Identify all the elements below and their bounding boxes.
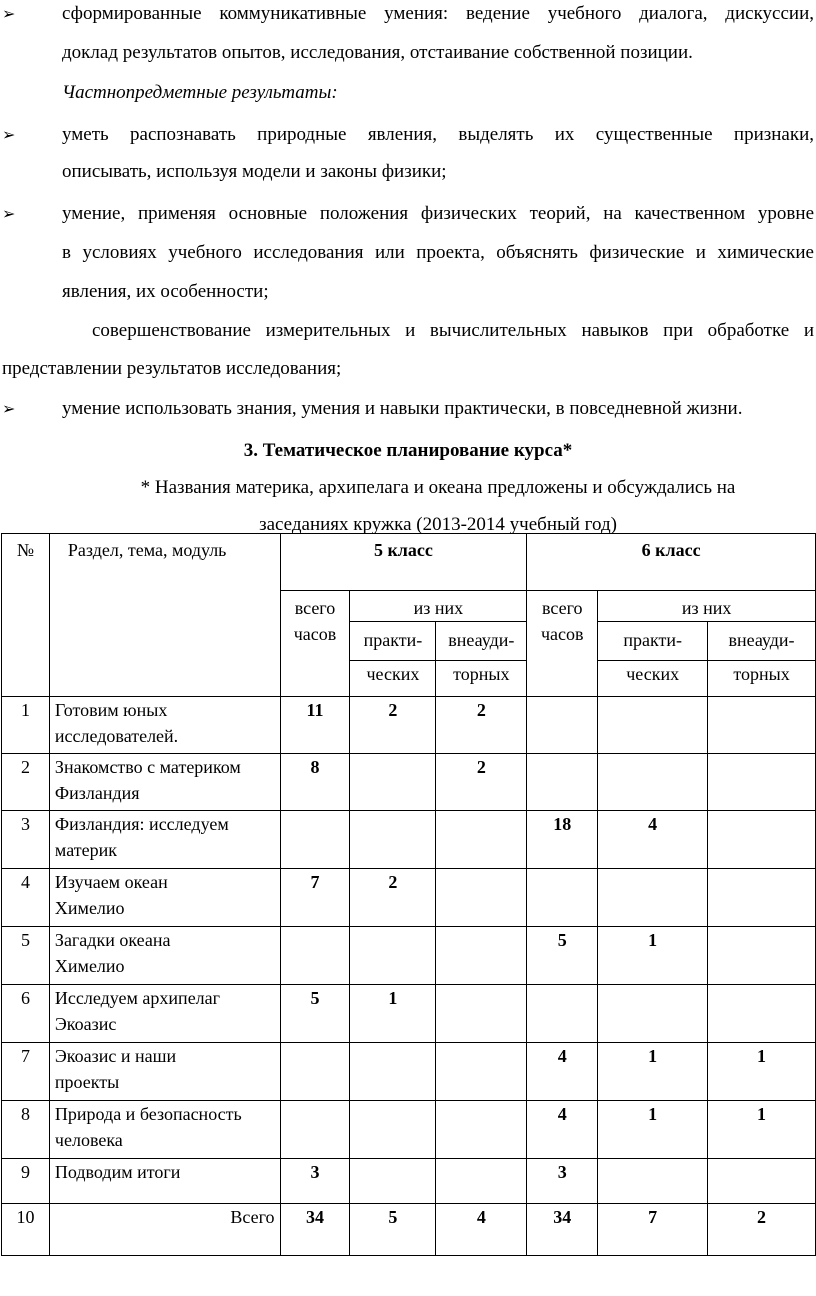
g6-total <box>527 985 598 1043</box>
row-number: 2 <box>2 754 50 811</box>
row-number: 9 <box>2 1159 50 1204</box>
g6-practical <box>598 869 708 927</box>
row-topic: Знакомство с материком Физландия <box>49 754 280 811</box>
g5-practical: 5 <box>350 1204 436 1256</box>
header-g5-practical: практи- <box>350 622 436 661</box>
g5-practical <box>350 1159 436 1204</box>
g5-total <box>280 1043 350 1101</box>
header-g6-of-them: из них <box>598 591 816 622</box>
header-g6-practical-cont: ческих <box>598 661 708 697</box>
outcome-theories-line-3: явления, их особенности; <box>62 281 269 302</box>
g5-extracurricular <box>436 811 527 869</box>
header-g5-extracurricular-cont: торных <box>436 661 527 697</box>
g6-practical: 4 <box>598 811 708 869</box>
g6-extracurricular <box>708 1159 816 1204</box>
header-grade-5: 5 класс <box>280 534 527 591</box>
g6-extracurricular <box>708 697 816 754</box>
g6-practical <box>598 697 708 754</box>
g6-extracurricular <box>708 754 816 811</box>
g5-total: 8 <box>280 754 350 811</box>
table-row-total <box>2 1204 816 1256</box>
g5-total: 34 <box>280 1204 350 1256</box>
outcome-measurement-line-2: представлении результатов исследования; <box>2 358 342 379</box>
row-topic: Исследуем архипелаг Экоазис <box>49 985 280 1043</box>
g5-extracurricular: 2 <box>436 697 527 754</box>
g5-practical <box>350 811 436 869</box>
g5-total: 3 <box>280 1159 350 1204</box>
header-g6-total-hours: всего часов <box>527 591 598 697</box>
g5-practical <box>350 927 436 985</box>
thematic-plan-table <box>1 533 816 1256</box>
g6-total <box>527 869 598 927</box>
g5-total <box>280 1101 350 1159</box>
table-row <box>2 811 816 869</box>
g6-total <box>527 754 598 811</box>
table-row <box>2 1101 816 1159</box>
g6-practical: 7 <box>598 1204 708 1256</box>
outcome-recognize-line-2: описывать, используя модели и законы физики; <box>62 161 447 182</box>
bullet-icon: ➢ <box>2 4 16 23</box>
g6-total: 18 <box>527 811 598 869</box>
g5-extracurricular <box>436 1043 527 1101</box>
g6-practical <box>598 754 708 811</box>
header-g5-total-hours: всего часов <box>280 591 350 697</box>
row-topic: Изучаем океан Химелио <box>49 869 280 927</box>
outcome-theories-line-1: умение, применяя основные положения физических теорий, на качественном уровне <box>62 203 814 224</box>
header-topic: Раздел, тема, модуль <box>49 534 280 697</box>
outcome-practical-line: умение использовать знания, умения и навыки практически, в повседневной жизни. <box>62 398 743 419</box>
g5-total: 11 <box>280 697 350 754</box>
section-footnote-line-1: * Названия материка, архипелага и океана предложены и обсуждались на <box>140 477 736 498</box>
row-number: 1 <box>2 697 50 754</box>
table-row <box>2 927 816 985</box>
g5-total: 7 <box>280 869 350 927</box>
g5-extracurricular <box>436 985 527 1043</box>
g5-extracurricular: 2 <box>436 754 527 811</box>
table-row <box>2 697 816 754</box>
g5-total: 5 <box>280 985 350 1043</box>
row-number: 5 <box>2 927 50 985</box>
outcome-measurement-line-1: совершенствование измерительных и вычислительных навыков при обработке и <box>92 320 814 341</box>
table-row <box>2 869 816 927</box>
header-g5-of-them: из них <box>350 591 527 622</box>
g6-practical <box>598 1159 708 1204</box>
header-g6-practical: практи- <box>598 622 708 661</box>
g6-extracurricular <box>708 985 816 1043</box>
g6-practical: 1 <box>598 927 708 985</box>
g6-total: 5 <box>527 927 598 985</box>
row-total-label: Всего <box>49 1204 280 1256</box>
g5-practical: 2 <box>350 869 436 927</box>
g6-practical <box>598 985 708 1043</box>
section-title: 3. Тематическое планирование курса* <box>243 440 573 461</box>
row-number: 6 <box>2 985 50 1043</box>
row-number: 7 <box>2 1043 50 1101</box>
header-g5-practical-cont: ческих <box>350 661 436 697</box>
row-topic: Подводим итоги <box>49 1159 280 1204</box>
table-row <box>2 1043 816 1101</box>
row-topic: Физландия: исследуем материк <box>49 811 280 869</box>
row-topic: Экоазис и наши проекты <box>49 1043 280 1101</box>
table-row <box>2 985 816 1043</box>
g6-extracurricular <box>708 869 816 927</box>
g6-extracurricular <box>708 811 816 869</box>
g6-total: 4 <box>527 1043 598 1101</box>
section-footnote-line-2: заседаниях кружка (2013-2014 учебный год) <box>259 514 617 535</box>
header-g5-extracurricular: внеауди- <box>436 622 527 661</box>
g5-extracurricular <box>436 927 527 985</box>
g5-extracurricular <box>436 1101 527 1159</box>
subject-results-subheading: Частнопредметные результаты: <box>62 82 338 103</box>
outcome-recognize-line-1: уметь распознавать природные явления, выделять их существенные признаки, <box>62 124 814 145</box>
g5-practical <box>350 1101 436 1159</box>
g5-extracurricular <box>436 1159 527 1204</box>
g5-practical <box>350 754 436 811</box>
bullet-icon: ➢ <box>2 204 16 223</box>
row-number: 10 <box>2 1204 50 1256</box>
row-topic: Природа и безопасность человека <box>49 1101 280 1159</box>
g5-extracurricular: 4 <box>436 1204 527 1256</box>
row-number: 4 <box>2 869 50 927</box>
outcome-communicative-line-1: сформированные коммуникативные умения: ведение учебного диалога, дискуссии, <box>62 3 814 24</box>
g6-total: 3 <box>527 1159 598 1204</box>
g6-extracurricular <box>708 927 816 985</box>
g6-total: 34 <box>527 1204 598 1256</box>
g6-practical: 1 <box>598 1101 708 1159</box>
bullet-icon: ➢ <box>2 125 16 144</box>
outcome-communicative-line-2: доклад результатов опытов, исследования, отстаивание собственной позиции. <box>62 42 693 63</box>
row-topic: Загадки океана Химелио <box>49 927 280 985</box>
g5-practical <box>350 1043 436 1101</box>
bullet-icon: ➢ <box>2 399 16 418</box>
g5-extracurricular <box>436 869 527 927</box>
header-g6-extracurricular: внеауди- <box>708 622 816 661</box>
header-grade-6: 6 класс <box>527 534 816 591</box>
table-row <box>2 754 816 811</box>
row-topic: Готовим юных исследователей. <box>49 697 280 754</box>
header-number: № <box>2 534 50 697</box>
g6-total <box>527 697 598 754</box>
header-g6-extracurricular-cont: торных <box>708 661 816 697</box>
outcome-theories-line-2: в условиях учебного исследования или проекта, объяснять физические и химические <box>62 242 814 263</box>
g5-total <box>280 811 350 869</box>
g5-total <box>280 927 350 985</box>
g6-extracurricular: 2 <box>708 1204 816 1256</box>
row-number: 3 <box>2 811 50 869</box>
g6-practical: 1 <box>598 1043 708 1101</box>
g6-extracurricular: 1 <box>708 1101 816 1159</box>
g6-total: 4 <box>527 1101 598 1159</box>
g6-extracurricular: 1 <box>708 1043 816 1101</box>
g5-practical: 2 <box>350 697 436 754</box>
row-number: 8 <box>2 1101 50 1159</box>
g5-practical: 1 <box>350 985 436 1043</box>
table-row <box>2 1159 816 1204</box>
